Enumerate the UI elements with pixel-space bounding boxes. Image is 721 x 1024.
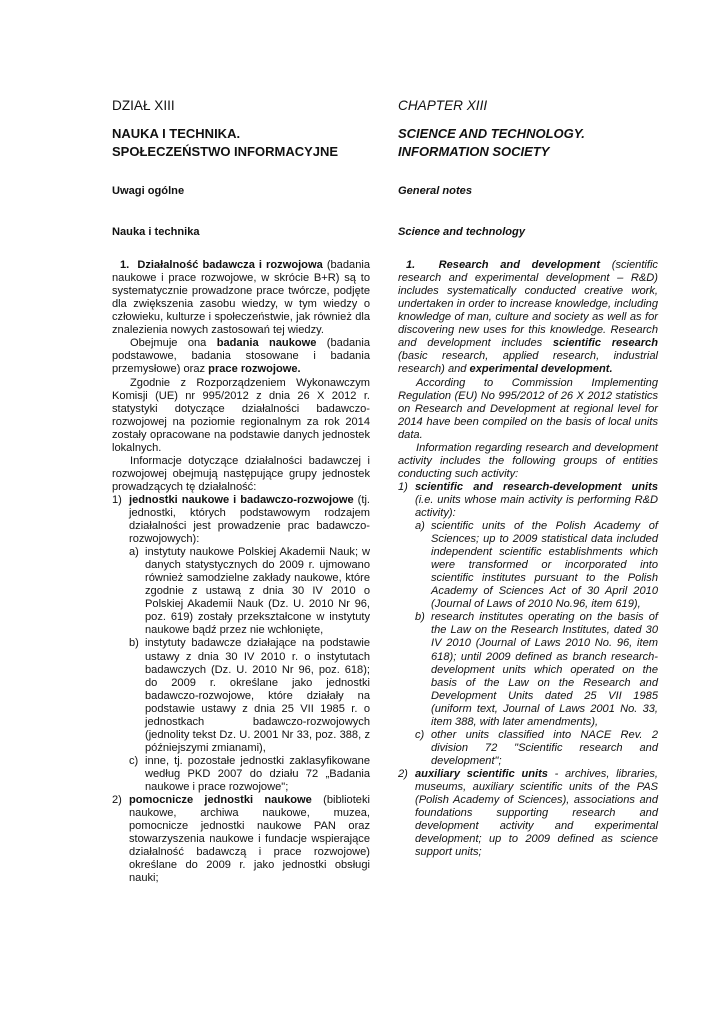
paragraph-1-text: (scientific research and experimental development – R&D) includes systematically conducted creative work, undertaken in order to increase knowledge, including knowledge of man, culture and society as well as for discovering new uses for this knowledge. Research and development includes	[398, 259, 658, 350]
list-item-number: 2)	[112, 794, 122, 807]
sub-list-item-letter: a)	[129, 546, 139, 559]
paragraph-2-term-2: prace rozwojowe.	[208, 363, 301, 376]
general-notes-heading: General notes	[398, 185, 472, 197]
paragraph-1-term: Działalność badawcza i rozwojowa	[137, 259, 323, 272]
paragraph-3: Zgodnie z Rozporządzeniem Wykonawczym Komisji (UE) nr 995/2012 z dnia 26 X 2012 r. statystyki dotyczące działalności badawczo-rozwojowej na poziomie regionalnym za rok 2014 zostały opracowane na podstawie danych jednostek lokalnych.	[112, 376, 370, 454]
sub-list-item	[129, 546, 370, 637]
sub-list-item-letter: b)	[129, 637, 139, 650]
sub-list-item	[415, 520, 658, 611]
paragraph-1-term-2: scientific research	[552, 337, 658, 350]
chapter-label: DZIAŁ XIII	[112, 98, 175, 113]
list-item-text: - archives, libraries, museums, auxiliary scientific units of the PAS (Polish Academy of Sciences), associations and foundations supporting research and development activity and experimental development; up to 2009 defined as science support units;	[415, 767, 658, 859]
sub-list-item-letter: c)	[129, 754, 139, 767]
list-item-term: pomocnicze jednostki naukowe	[129, 794, 312, 807]
paragraph-4: Informacje dotyczące działalności badawczej i rozwojowej obejmują następujące grupy jednostek prowadzących tę działalność:	[112, 454, 370, 493]
sub-list-item-letter: c)	[415, 728, 425, 741]
paragraph-1-number: 1.	[120, 259, 130, 272]
sub-list-item-text: research institutes operating on the basis of the Law on the Research Institutes, dated 30 IV 2010 (Journal of Laws 2010 No. 96, item 618); until 2009 defined as branch research-development units which operated on the basis of the Law on the Research and Development Units dated 25 VII 1985 (uniform text, Journal of Laws 2001 No. 33, item 388, with later amendments),	[431, 611, 658, 728]
english-column	[398, 98, 658, 859]
paragraph-2-term-1: badania naukowe	[216, 337, 317, 350]
sub-list-item-text: scientific units of the Polish Academy of Sciences; up to 2009 statistical data included independent scientific establishments which were transformed or incorporated into scientific institutes pursuant to the Polish Academy of Sciences Act of 30 April 2010 (Journal of Laws of 2010 No.96, item 619),	[431, 520, 658, 611]
chapter-title	[398, 125, 658, 161]
chapter-title-line2: INFORMATION SOCIETY	[398, 144, 550, 159]
chapter-title-line1: NAUKA I TECHNIKA.	[112, 126, 241, 141]
paragraph-1-text-2: (basic research, applied research, industrial research) and	[398, 350, 658, 376]
paragraph-3: Information regarding research and development activity includes the following groups of entities conducting such activity:	[398, 441, 658, 480]
list-item-number: 1)	[112, 493, 122, 506]
chapter-label: CHAPTER XIII	[398, 98, 488, 113]
list-item-text: (tj. jednostki, których podstawowym rodzajem działalności jest prowadzenie prac badawczo-rozwojowych):	[129, 493, 370, 546]
sub-list-item-text: instytuty badawcze działające na podstawie ustawy z dnia 30 IV 2010 r. o instytutach badawczych (Dz. U. 2010 Nr 96, poz. 618); do 2009 r. określane jako jednostki badawczo-rozwojowe, które działały na podstawie ustawy z dnia 25 VII 1985 r. o jednostkach badawczo-rozwojowych (jednolity tekst Dz. U. 2001 Nr 33, poz. 388, z późniejszymi zmianami),	[145, 637, 370, 754]
sub-list-item	[129, 637, 370, 754]
list-item	[398, 768, 658, 859]
list-item-term: auxiliary scientific units	[415, 767, 548, 780]
list-item	[112, 494, 370, 794]
sub-list-item	[415, 611, 658, 728]
paragraph-1	[112, 259, 370, 337]
subheading: Nauka i technika	[112, 226, 200, 239]
paragraph-2: According to Commission Implementing Regulation (EU) No 995/2012 of 26 X 2012 statistics on Research and Development at regional level for 2014 have been compiled on the basis of local units data.	[398, 376, 658, 441]
polish-column	[112, 98, 370, 885]
chapter-title-line1: SCIENCE AND TECHNOLOGY.	[398, 126, 585, 141]
subheading: Science and technology	[398, 226, 525, 239]
paragraph-2	[112, 337, 370, 376]
list-item-number: 2)	[398, 767, 408, 780]
general-notes-heading: Uwagi ogólne	[112, 185, 185, 197]
chapter-title	[112, 125, 370, 161]
paragraph-2-text-a: Obejmuje ona	[130, 337, 217, 350]
list-item-number: 1)	[398, 480, 408, 493]
sub-list-item-letter: a)	[415, 520, 425, 533]
paragraph-1	[398, 259, 658, 376]
paragraph-1-term: Research and development	[438, 259, 601, 272]
sub-list-item	[129, 755, 370, 794]
list-item-text: (biblioteki naukowe, archiwa naukowe, muzea, pomocnicze jednostki naukowe PAN oraz stowarzyszenia naukowe i fundacje wspierające działalność badawczą i prace rozwojowe) określane do 2009 r. jako jednostki obsługi nauki;	[129, 794, 370, 885]
chapter-title-line2: SPOŁECZEŃSTWO INFORMACYJNE	[112, 144, 339, 159]
paragraph-1-term-3: experimental development.	[469, 363, 613, 376]
paragraph-1-text: (badania naukowe i prace rozwojowe, w skrócie B+R) są to systematycznie prowadzone prace twórcze, podjęte dla zwiększenia zasobu wiedzy, w tym wiedzy o człowieku, kulturze i społeczeństwie, jak również dla znalezienia nowych zastosowań tej wiedzy.	[112, 259, 370, 337]
sub-list-item-text: inne, tj. pozostałe jednostki zaklasyfikowane według PKD 2007 do działu 72 „Badania naukowe i prace rozwojowe";	[145, 754, 370, 793]
sub-list-item-letter: b)	[415, 611, 425, 624]
list-item-text: (i.e. units whose main activity is performing R&D activity):	[415, 493, 658, 519]
sub-list-item-text: instytuty naukowe Polskiej Akademii Nauk; w danych statystycznych do 2009 r. ujmowano również samodzielne zakłady naukowe, które zgodnie z ustawą z dnia 30 IV 2010 o Polskiej Akademii Nauk (Dz. U. 2010 Nr 96, poz. 619) zostały przekształcone w instytuty naukowe bądź przez nie wchłonięte,	[145, 546, 370, 637]
sub-list-item-text: other units classified into NACE Rev. 2 division 72 "Scientific research and development";	[431, 728, 658, 767]
list-item-term: scientific and research-development units	[415, 480, 658, 493]
list-item-term: jednostki naukowe i badawczo-rozwojowe	[129, 493, 354, 506]
sub-list-item	[415, 729, 658, 768]
paragraph-2-text-b: (badania podstawowe, badania stosowane i badania przemysłowe) oraz	[112, 337, 370, 376]
list-item	[112, 794, 370, 885]
list-item	[398, 481, 658, 768]
paragraph-1-number: 1.	[406, 259, 416, 272]
